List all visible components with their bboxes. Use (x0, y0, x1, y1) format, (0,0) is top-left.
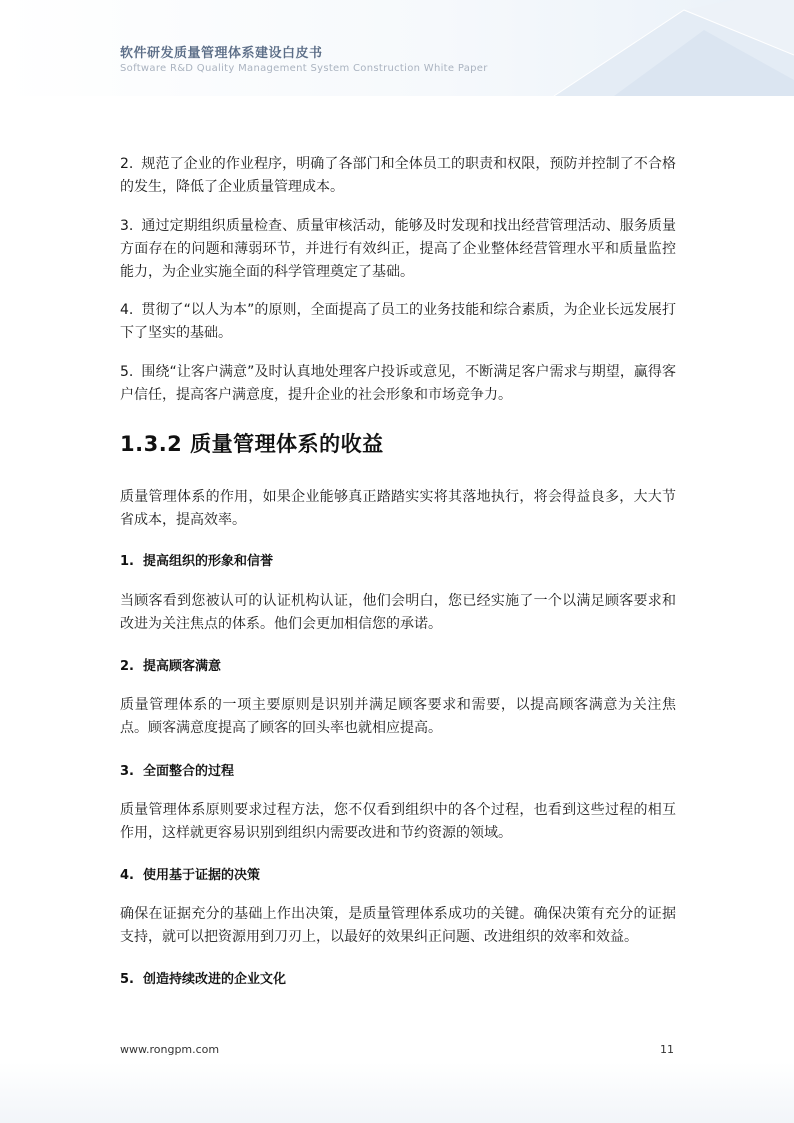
section-heading: 1.3.2 质量管理体系的收益 (120, 432, 384, 456)
footer-website-link[interactable]: www.rongpm.com (120, 1043, 220, 1056)
benefit-text: 当顾客看到您被认可的认证机构认证，他们会明白，您已经实施了一个以满足顾客要求和改进为关注焦点的体系。他们会更加相信您的承诺。 (120, 593, 676, 632)
page-header (0, 0, 794, 96)
benefit-heading (120, 655, 221, 674)
benefit-heading (120, 968, 286, 987)
benefit-title: 使用基于证据的决策 (142, 868, 260, 883)
list-item (120, 153, 676, 199)
page-footer (0, 1062, 794, 1123)
benefit-heading (120, 550, 273, 569)
list-item-text: 规范了企业的作业程序，明确了各部门和全体员工的职责和权限，预防并控制了不合格的发生，降低了企业质量管理成本。 (120, 156, 676, 195)
list-item-text: 贯彻了“以人为本”的原则，全面提高了员工的业务技能和综合素质，为企业长远发展打下了坚实的基础。 (120, 302, 676, 341)
list-item-text: 通过定期组织质量检查、质量审核活动，能够及时发现和找出经营管理活动、服务质量方面存在的问题和薄弱环节，并进行有效纠正，提高了企业整体经营管理水平和质量监控能力，为企业实施全面的科学管理奠定了基础。 (120, 218, 676, 280)
benefit-number: 3. (120, 764, 134, 779)
benefit-title: 全面整合的过程 (142, 764, 234, 779)
header-decoration (494, 0, 794, 96)
benefit-number: 4. (120, 868, 134, 883)
benefit-heading (120, 760, 234, 779)
benefit-number: 2. (120, 659, 134, 674)
benefit-number: 1. (120, 554, 134, 569)
section-intro: 质量管理体系的作用，如果企业能够真正踏踏实实将其落地执行，将会得益良多，大大节省成本，提高效率。 (120, 489, 676, 528)
list-item (120, 299, 676, 345)
list-item-number: 5. (120, 364, 134, 380)
list-item (120, 215, 676, 284)
list-item-text: 围绕“让客户满意”及时认真地处理客户投诉或意见，不断满足客户需求与期望，赢得客户信任，提高客户满意度，提升企业的社会形象和市场竞争力。 (120, 364, 676, 403)
page-number: 11 (660, 1043, 674, 1056)
list-item-number: 2. (120, 156, 134, 172)
document-title: 软件研发质量管理体系建设白皮书 (120, 46, 323, 61)
list-item (120, 361, 676, 407)
benefit-heading (120, 864, 260, 883)
benefit-text: 确保在证据充分的基础上作出决策，是质量管理体系成功的关键。确保决策有充分的证据支持，就可以把资源用到刀刃上，以最好的效果纠正问题、改进组织的效率和效益。 (120, 906, 676, 945)
benefit-title: 创造持续改进的企业文化 (142, 972, 286, 987)
benefit-title: 提高组织的形象和信誉 (142, 554, 273, 569)
benefit-title: 提高顾客满意 (142, 659, 221, 674)
list-item-number: 4. (120, 302, 134, 318)
benefit-number: 5. (120, 972, 134, 987)
list-item-number: 3. (120, 218, 134, 234)
benefit-text: 质量管理体系原则要求过程方法，您不仅看到组织中的各个过程，也看到这些过程的相互作用，这样就更容易识别到组织内需要改进和节约资源的领域。 (120, 802, 676, 841)
document-subtitle: Software R&D Quality Management System Construction White Paper (120, 63, 488, 74)
benefit-text: 质量管理体系的一项主要原则是识别并满足顾客要求和需要，以提高顾客满意为关注焦点。顾客满意度提高了顾客的回头率也就相应提高。 (120, 697, 676, 736)
